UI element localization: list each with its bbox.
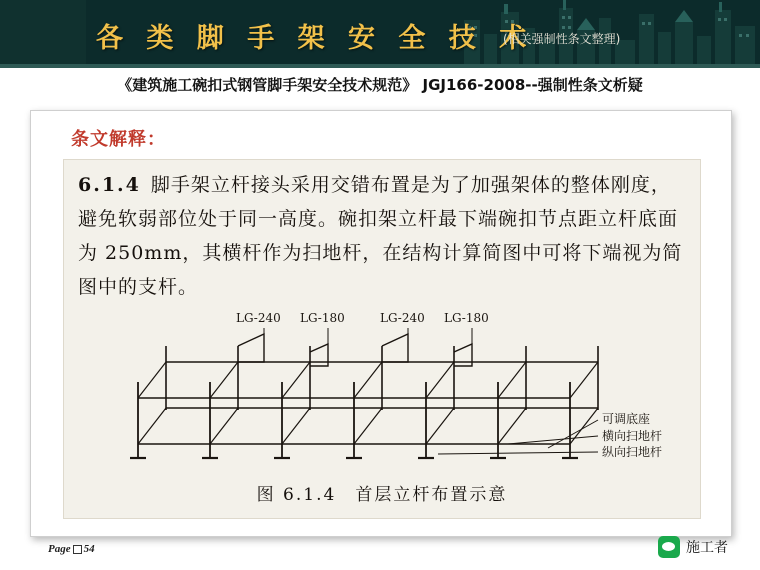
- clause-paragraph: [78, 168, 688, 304]
- header-subtitle: (相关强制性条文整理): [503, 32, 621, 46]
- header-left-block: [0, 0, 86, 68]
- clause-body: 脚手架立杆接头采用交错布置是为了加强架体的整体刚度，避免软弱部位处于同一高度。碗扣架立杆最下端碗扣节点距立杆底面为 250mm，其横杆作为扫地杆，在结构计算简图中可将下端视为简图中的支杆。: [78, 174, 683, 298]
- scaffold-drawing: [78, 302, 686, 478]
- figure-top-label-3: LG-180: [444, 311, 489, 325]
- wechat-name: 施工者: [686, 540, 728, 556]
- page-indicator: [48, 543, 95, 555]
- document-subtitle: 《建筑施工碗扣式钢管脚手架安全技术规范》 JGJ166-2008--强制性条文析疑: [117, 76, 643, 94]
- page-label-text: Page: [48, 543, 71, 555]
- clause-number: 6.1.4: [78, 174, 141, 196]
- bottom-bar: [0, 566, 760, 570]
- figure-top-label-2: LG-240: [380, 311, 425, 325]
- figure-top-label-0: LG-240: [236, 311, 281, 325]
- card-heading: 条文解释：: [71, 129, 166, 150]
- content-card: [30, 110, 732, 537]
- page-square-icon: [73, 545, 82, 554]
- figure-annotation-2: 纵向扫地杆: [602, 445, 663, 459]
- wechat-credit: [658, 536, 728, 558]
- figure-caption: 图 6.1.4 首层立杆布置示意: [256, 485, 508, 505]
- header-banner: [0, 0, 760, 68]
- header-divider: [0, 64, 760, 68]
- figure-top-label-1: LG-180: [300, 311, 345, 325]
- wechat-icon: [658, 536, 680, 558]
- figure-annotation-1: 横向扫地杆: [602, 429, 663, 443]
- page-number: 54: [83, 543, 95, 555]
- scaffold-figure: [78, 302, 686, 510]
- header-title: 各 类 脚 手 架 安 全 技 术: [96, 23, 534, 54]
- figure-annotation-0: 可调底座: [602, 412, 651, 426]
- scanned-clause-block: [63, 159, 701, 519]
